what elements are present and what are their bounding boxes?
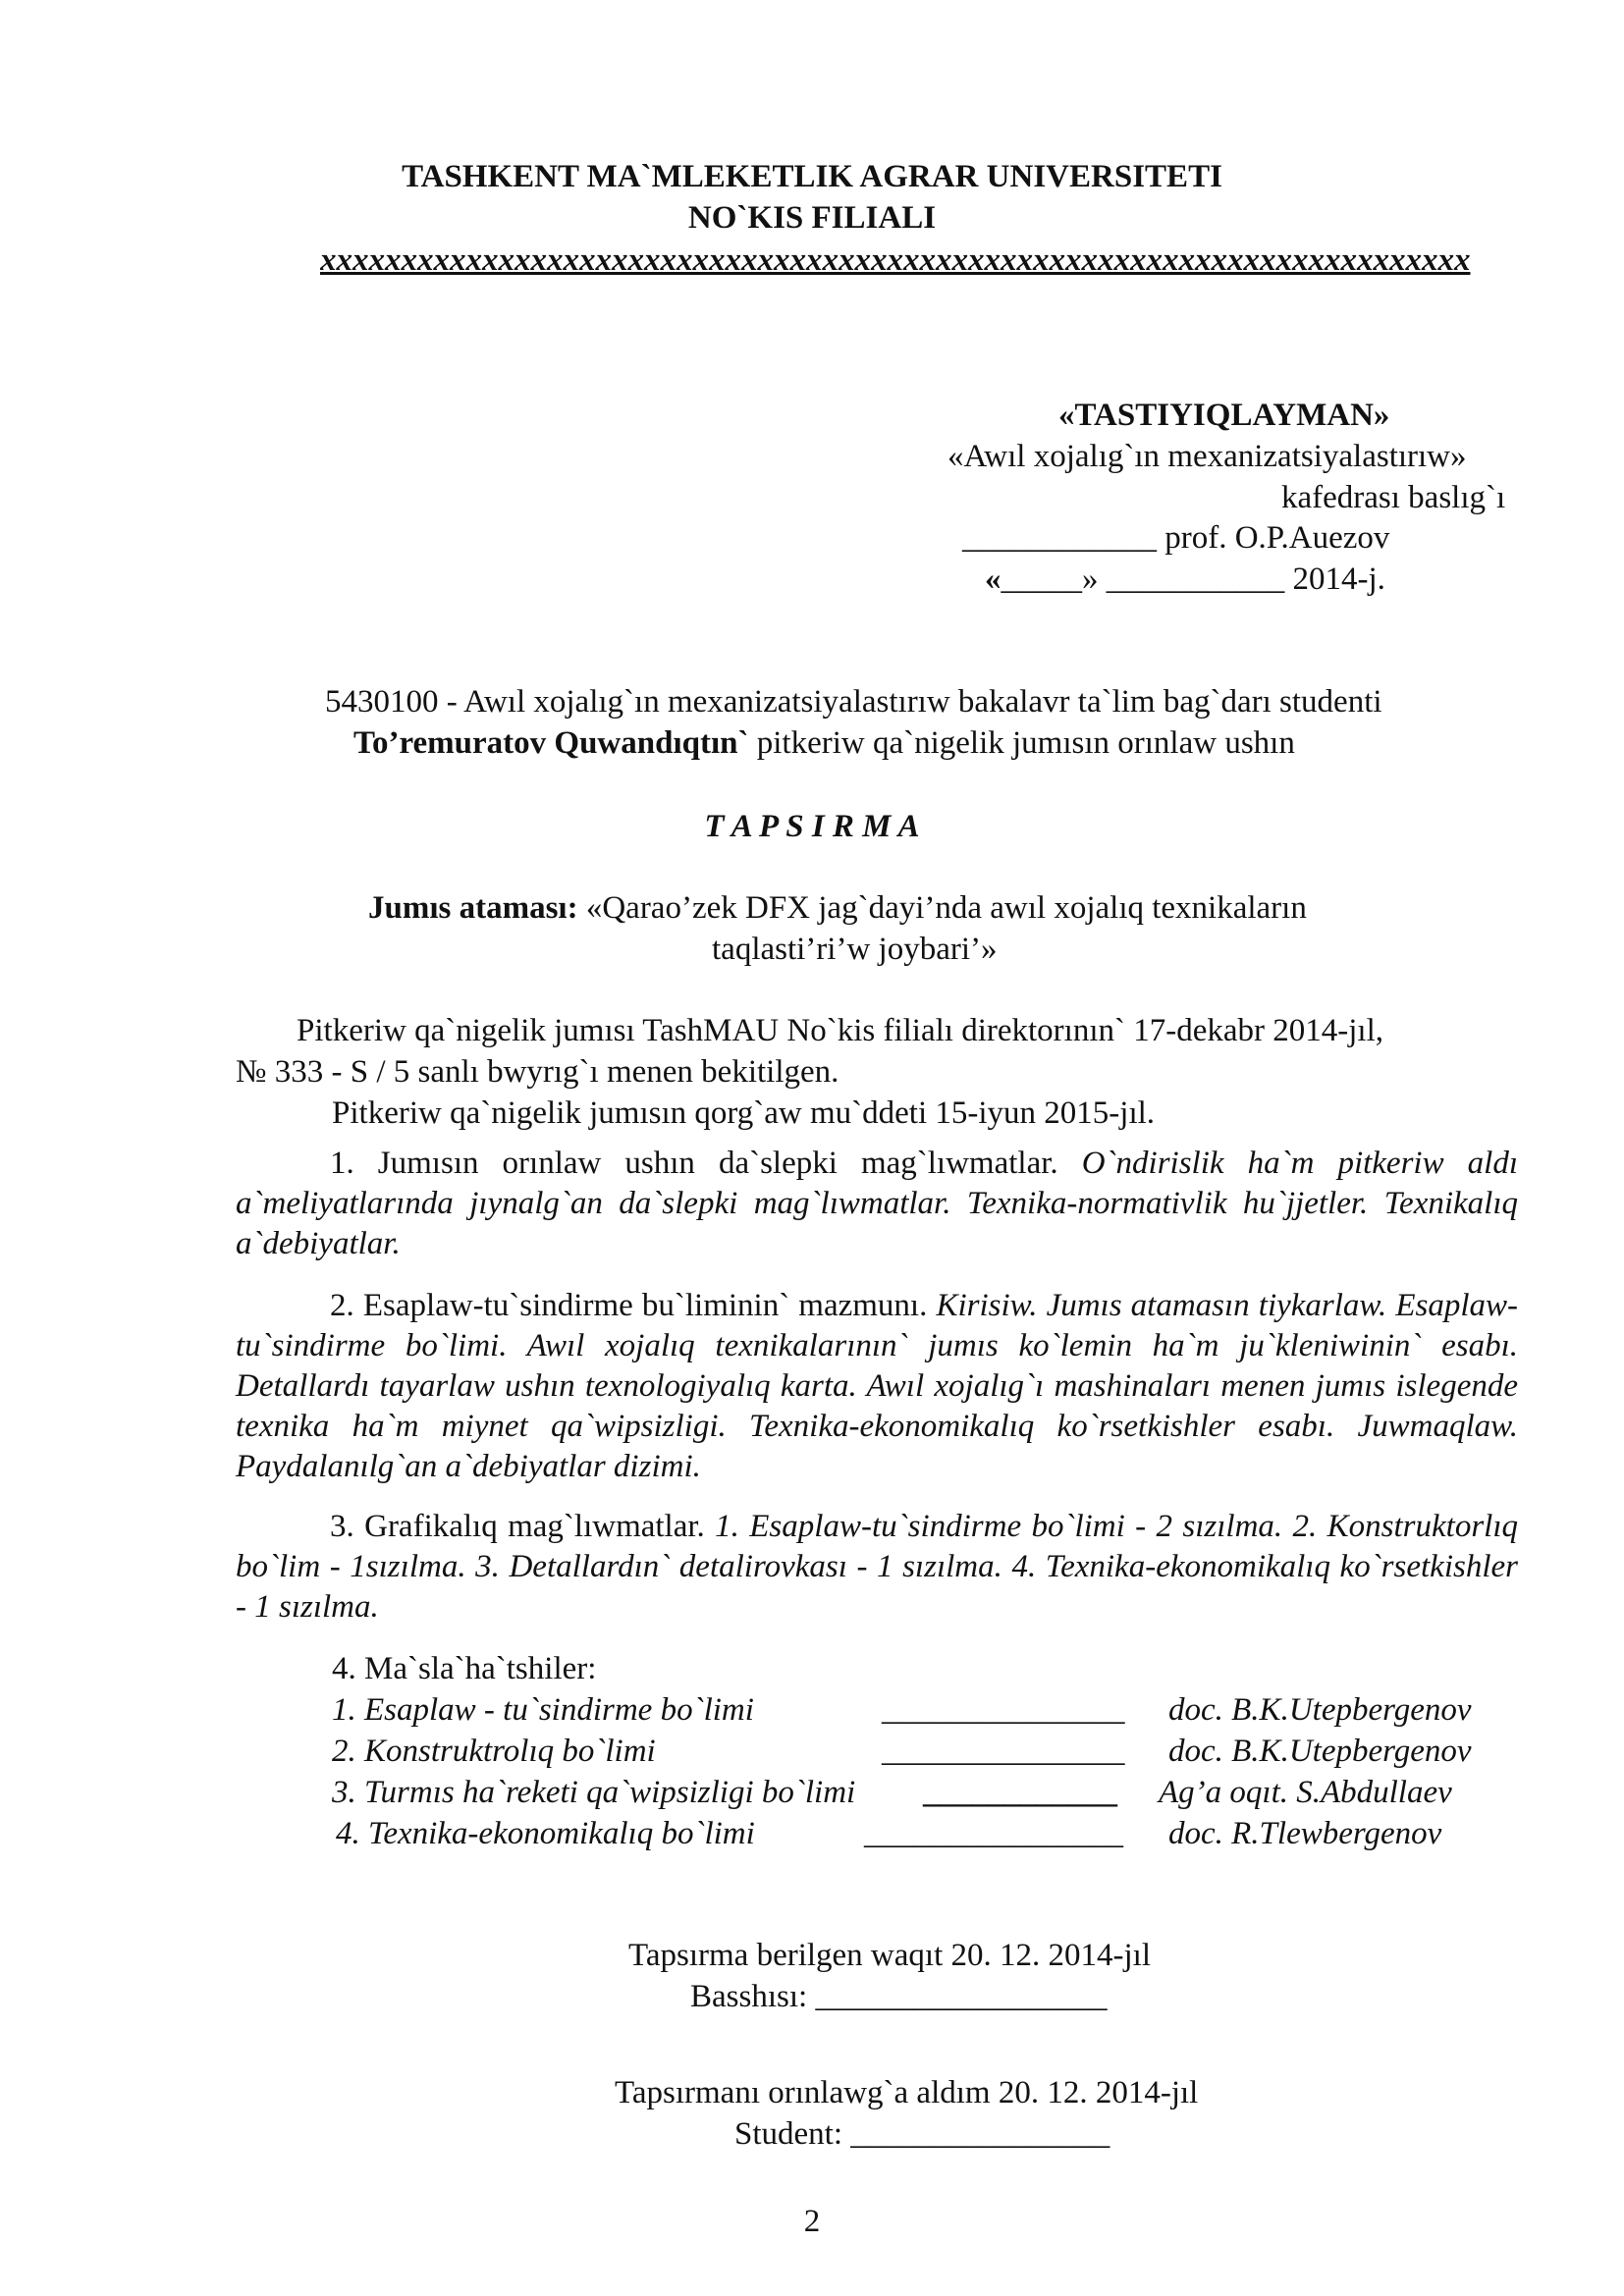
page-number: 2: [803, 2204, 821, 2239]
topic-text: «Qarao’zek DFX jag`dayi’nda awıl xojalıq texnikaların: [577, 890, 1307, 926]
approval-department: «Awıl xojalıg`ın mexanizatsiyalastırıw»: [947, 439, 1467, 474]
task-accepted-date: Tapsırmanı orınlawg`a aldım 20. 12. 2014-jıl: [615, 2075, 1199, 2110]
consultant-part: 4. Texnika-ekonomikalıq bo`limi: [336, 1816, 755, 1851]
section-label: 1. Jumısın orınlaw ushın da`slepki mag`lıwmatlar.: [330, 1146, 1058, 1181]
approval-signer: ____________ prof. O.P.Auezov: [962, 520, 1390, 556]
approval-title: «TASTIYIQLAYMAN»: [1058, 398, 1390, 433]
consultant-part: 3. Turmıs ha`reketi qa`wipsizligi bo`limi: [332, 1775, 856, 1810]
signature-line: ____________: [923, 1775, 1117, 1810]
consultant-name: doc. B.K.Utepbergenov: [1168, 1734, 1472, 1769]
signature-line: _______________: [882, 1692, 1125, 1728]
section-graphics: [236, 1507, 1518, 1628]
section-label: 2. Esaplaw-tu`sindirme bu`liminin` mazmunı.: [330, 1288, 928, 1323]
student-name: To’remuratov Quwandıqtın`: [353, 725, 749, 761]
approval-head: kafedrası baslıg`ı: [1281, 480, 1506, 515]
approval-date-quote: «: [985, 561, 1001, 597]
approval-date: [985, 560, 1385, 599]
student-line: [353, 723, 1295, 763]
consultant-name: Ag’a oqıt. S.Abdullaev: [1159, 1775, 1452, 1810]
section-initial-data: [236, 1144, 1518, 1264]
student-line-rest: pitkeriw qa`nigelik jumısın orınlaw ushın: [748, 725, 1295, 761]
order-line-1: Pitkeriw qa`nigelik jumısı TashMAU No`kis filialı direktorının` 17-dekabr 2014-jıl,: [297, 1013, 1383, 1048]
topic-text-continued: taqlasti’ri’w joybari’»: [712, 932, 998, 967]
university-name: TASHKENT MA`MLEKETLIK AGRAR UNIVERSITETI: [402, 159, 1222, 194]
consultant-name: doc. R.Tlewbergenov: [1168, 1816, 1442, 1851]
task-given-date: Tapsırma berilgen waqıt 20. 12. 2014-jıl: [628, 1938, 1151, 1973]
task-title: T A P S I R M A: [704, 809, 920, 844]
branch-name: NO`KIS FILIALI: [687, 200, 937, 236]
topic-label: Jumıs ataması:: [368, 890, 578, 926]
approval-date-rest: _____» ___________ 2014-j.: [1001, 561, 1385, 597]
section-text: 1. Esaplaw-tu`sindirme bo`limi - 2 sızılma. 2. Konstruktorlıq bo`lim - 1sızılma. 3. Detallardın` detalirovkası - 1 sızılma. 4. Texnika-ekonomikalıq ko`rsetkishler - 1 sızılma.: [236, 1509, 1518, 1625]
section-text: Kirisiw. Jumıs atamasın tiykarlaw. Esaplaw-tu`sindirme bo`limi. Awıl xojalıq texnikalarının` jumıs ko`lemin ha`m ju`kleniwinin` esabı. Detallardı tayarlaw ushın texnologiyalıq karta. Awıl xojalıg`ı mashinaları menen jumıs islegende texnika ha`m miynet qa`wipsizligi. Texnika-ekonomikalıq ko`rsetkishler esabı. Juwmaqlaw. Paydalanılg`an a`debiyatlar dizimi.: [236, 1288, 1519, 1484]
consultant-part: 2. Konstruktrolıq bo`limi: [332, 1734, 656, 1769]
consultant-name: doc. B.K.Utepbergenov: [1168, 1692, 1472, 1728]
student-program: 5430100 - Awıl xojalıg`ın mexanizatsiyalastırıw bakalavr ta`lim bag`darı studenti: [325, 684, 1382, 720]
signature-line: ________________: [864, 1816, 1123, 1851]
consultant-part: 1. Esaplaw - tu`sindirme bo`limi: [332, 1692, 754, 1728]
section-explanatory-note: [236, 1286, 1518, 1487]
topic-line: [368, 888, 1307, 928]
order-line-2: № 333 - S / 5 sanlı bwyrıg`ı menen bekitilgen.: [236, 1054, 839, 1090]
section-label: 3. Grafikalıq mag`lıwmatlar.: [330, 1509, 705, 1544]
consultants-label: 4. Ma`sla`ha`tshiler:: [332, 1651, 597, 1686]
section-text: O`ndirislik ha`m pitkeriw aldı a`meliyatlarında jıynalg`an da`slepki mag`lıwmatlar. Texnika-normativlik hu`jjetler. Texnikalıq a`debiyatlar.: [236, 1146, 1518, 1261]
signature-line: _______________: [882, 1734, 1125, 1769]
header-rule: xxxxxxxxxxxxxxxxxxxxxxxxxxxxxxxxxxxxxxxxxxxxxxxxxxxxxxxxxxxxxxxxxxxxxxx: [320, 242, 1471, 278]
defense-deadline: Pitkeriw qa`nigelik jumısın qorg`aw mu`ddeti 15-iyun 2015-jıl.: [332, 1095, 1156, 1131]
leader-signature: Basshısı: __________________: [690, 1979, 1108, 2014]
student-signature: Student: ________________: [734, 2116, 1110, 2152]
